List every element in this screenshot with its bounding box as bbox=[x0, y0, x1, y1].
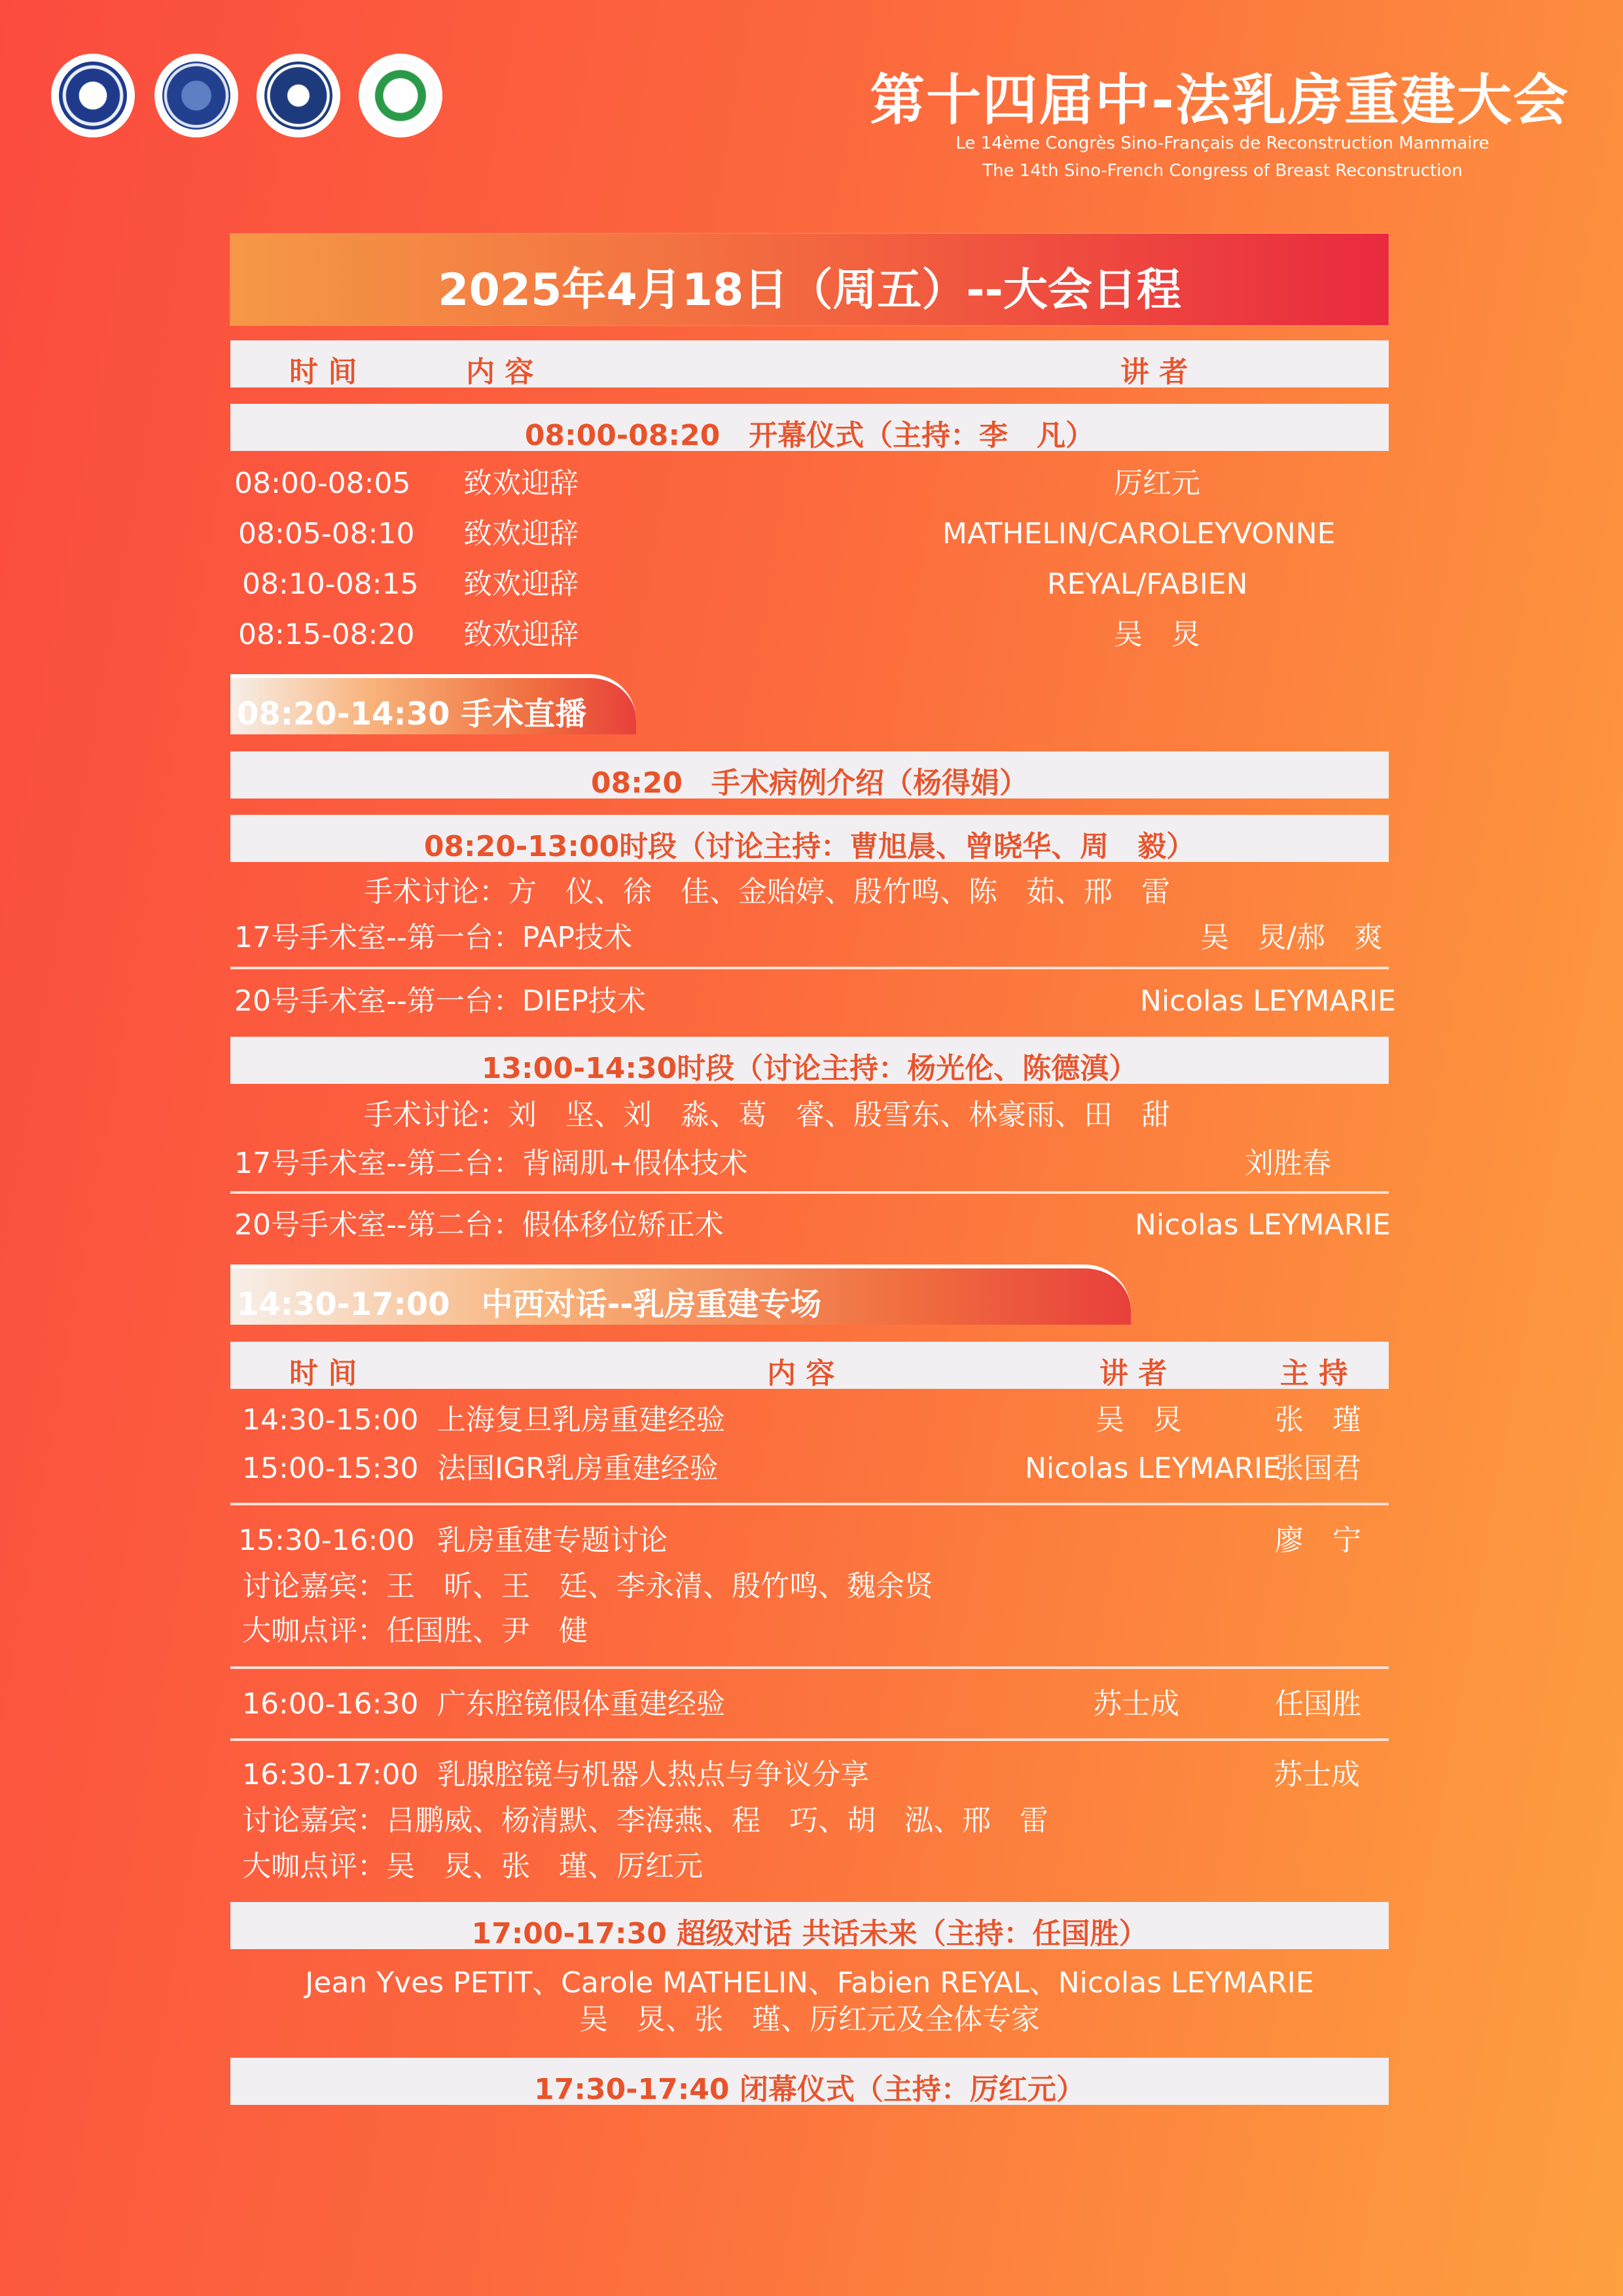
dialogue-header-speaker: 讲 者 bbox=[1099, 1357, 1168, 1390]
super-dialogue-band-text: 17:00-17:30 超级对话 共话未来（主持：任国胜） bbox=[471, 1917, 1148, 1950]
dialogue-speaker-1: 吴 炅 bbox=[1096, 1403, 1182, 1437]
dialogue-host-5: 苏士成 bbox=[1274, 1758, 1360, 1791]
session2-band bbox=[230, 1037, 1389, 1084]
session2-band-text: 13:00-14:30时段（讨论主持：杨光伦、陈德滇） bbox=[481, 1052, 1138, 1085]
header-time: 时 间 bbox=[289, 355, 357, 389]
divider bbox=[230, 1503, 1389, 1505]
dialogue-header-host: 主 持 bbox=[1280, 1357, 1348, 1390]
association-logo-1 bbox=[51, 54, 135, 137]
dialogue-host-3: 廖 宁 bbox=[1275, 1524, 1361, 1557]
surgery-intro-band bbox=[230, 751, 1389, 798]
dialogue-time-5: 16:30-17:00 bbox=[242, 1758, 419, 1791]
dialogue-header-time: 时 间 bbox=[289, 1357, 357, 1390]
session2-room20-speaker: Nicolas LEYMARIE bbox=[1135, 1208, 1391, 1242]
divider bbox=[230, 1666, 1389, 1669]
dialogue-comment-5: 大咖点评：吴 炅、张 瑾、厉红元 bbox=[242, 1850, 703, 1883]
super-dialogue-guests-line2: 吴 炅、张 瑾、厉红元及全体专家 bbox=[579, 2003, 1040, 2036]
divider bbox=[230, 967, 1389, 969]
dialogue-header-content: 内 容 bbox=[767, 1357, 835, 1390]
live-surgery-tab-text: 08:20-14:30 手术直播 bbox=[237, 696, 587, 732]
session1-discussion: 手术讨论：方 仪、徐 佳、金贻婷、殷竹鸣、陈 茹、邢 雷 bbox=[364, 875, 1170, 908]
closing-band bbox=[230, 2058, 1389, 2105]
super-dialogue-guests-line1: Jean Yves PETIT、Carole MATHELIN、Fabien REYAL、Nicolas LEYMARIE bbox=[305, 1966, 1314, 2000]
opening-time-4: 08:15-08:20 bbox=[238, 618, 415, 651]
session1-band bbox=[230, 815, 1389, 862]
header-content: 内 容 bbox=[466, 355, 534, 389]
dialogue-time-1: 14:30-15:00 bbox=[242, 1403, 419, 1437]
dialogue-speaker-4: 苏士成 bbox=[1093, 1687, 1179, 1721]
dialogue-host-1: 张 瑾 bbox=[1275, 1403, 1361, 1437]
session1-room20-speaker: Nicolas LEYMARIE bbox=[1140, 984, 1396, 1018]
dialogue-guests-5: 讨论嘉宾：吕鹏威、杨清默、李海燕、程 巧、胡 泓、邢 雷 bbox=[242, 1804, 1048, 1837]
closing-band-text: 17:30-17:40 闭幕仪式（主持：厉红元） bbox=[534, 2073, 1085, 2106]
dialogue-content-5: 乳腺腔镜与机器人热点与争议分享 bbox=[437, 1758, 869, 1791]
session2-room20-content: 20号手术室--第二台：假体移位矫正术 bbox=[234, 1208, 724, 1242]
dialogue-content-2: 法国IGR乳房重建经验 bbox=[437, 1452, 719, 1485]
opening-speaker-2: MATHELIN/CAROLEYVONNE bbox=[942, 517, 1336, 550]
opening-time-2: 08:05-08:10 bbox=[238, 517, 415, 550]
opening-speaker-3: REYAL/FABIEN bbox=[1047, 567, 1248, 601]
dialogue-time-3: 15:30-16:00 bbox=[238, 1524, 415, 1557]
opening-content-4: 致欢迎辞 bbox=[463, 618, 579, 651]
super-dialogue-band bbox=[230, 1902, 1389, 1949]
dialogue-tab-text: 14:30-17:00 中西对话--乳房重建专场 bbox=[237, 1286, 822, 1323]
opening-band bbox=[230, 404, 1389, 451]
session2-room17-speaker: 刘胜春 bbox=[1245, 1147, 1331, 1180]
dialogue-time-4: 16:00-16:30 bbox=[242, 1687, 419, 1721]
live-surgery-tab bbox=[230, 674, 636, 734]
opening-band-text: 08:00-08:20 开幕仪式（主持：李 凡） bbox=[524, 419, 1095, 452]
session2-room17-content: 17号手术室--第二台：背阔肌+假体技术 bbox=[234, 1147, 748, 1180]
surgery-intro-text: 08:20 手术病例介绍（杨得娟） bbox=[590, 766, 1029, 800]
opening-content-3: 致欢迎辞 bbox=[463, 567, 579, 601]
schedule-header-row bbox=[230, 340, 1389, 387]
date-banner bbox=[230, 234, 1389, 325]
opening-content-1: 致欢迎辞 bbox=[463, 467, 579, 500]
dialogue-content-1: 上海复旦乳房重建经验 bbox=[437, 1403, 725, 1437]
dialogue-host-4: 任国胜 bbox=[1275, 1687, 1361, 1721]
congress-title: 第十四届中-法乳房重建大会 bbox=[870, 68, 1569, 132]
session1-room17-speaker: 吴 炅/郝 爽 bbox=[1200, 921, 1383, 954]
association-logo-4 bbox=[359, 54, 442, 137]
association-logo-2 bbox=[154, 54, 238, 137]
dialogue-content-3: 乳房重建专题讨论 bbox=[437, 1524, 668, 1557]
subtitle-english: The 14th Sino-French Congress of Breast Reconstruction bbox=[982, 161, 1463, 181]
dialogue-guests-3: 讨论嘉宾：王 昕、王 廷、李永清、殷竹鸣、魏余贤 bbox=[242, 1570, 933, 1603]
dialogue-time-2: 15:00-15:30 bbox=[242, 1452, 419, 1485]
dialogue-speaker-2: Nicolas LEYMARIE bbox=[1025, 1452, 1281, 1485]
association-logo-3 bbox=[257, 54, 340, 137]
opening-content-2: 致欢迎辞 bbox=[463, 517, 579, 550]
date-banner-text: 2025年4月18日（周五）--大会日程 bbox=[438, 264, 1181, 316]
session2-discussion: 手术讨论：刘 坚、刘 淼、葛 睿、殷雪东、林豪雨、田 甜 bbox=[364, 1098, 1170, 1132]
divider bbox=[230, 1191, 1389, 1194]
dialogue-tab bbox=[230, 1265, 1131, 1325]
session1-band-text: 08:20-13:00时段（讨论主持：曹旭晨、曾晓华、周 毅） bbox=[423, 830, 1196, 863]
opening-speaker-4: 吴 炅 bbox=[1114, 618, 1200, 651]
opening-speaker-1: 厉红元 bbox=[1114, 467, 1200, 500]
session1-room20-content: 20号手术室--第一台：DIEP技术 bbox=[234, 984, 646, 1018]
opening-time-1: 08:00-08:05 bbox=[234, 467, 411, 500]
dialogue-content-4: 广东腔镜假体重建经验 bbox=[437, 1687, 725, 1721]
dialogue-host-2: 张国君 bbox=[1275, 1452, 1361, 1485]
dialogue-header-row bbox=[230, 1342, 1389, 1389]
dialogue-comment-3: 大咖点评：任国胜、尹 健 bbox=[242, 1614, 588, 1647]
opening-time-3: 08:10-08:15 bbox=[242, 567, 419, 601]
header-speaker: 讲 者 bbox=[1120, 355, 1188, 389]
divider bbox=[230, 1738, 1389, 1741]
session1-room17-content: 17号手术室--第一台：PAP技术 bbox=[234, 921, 633, 954]
subtitle-french: Le 14ème Congrès Sino-Français de Reconstruction Mammaire bbox=[955, 134, 1489, 153]
